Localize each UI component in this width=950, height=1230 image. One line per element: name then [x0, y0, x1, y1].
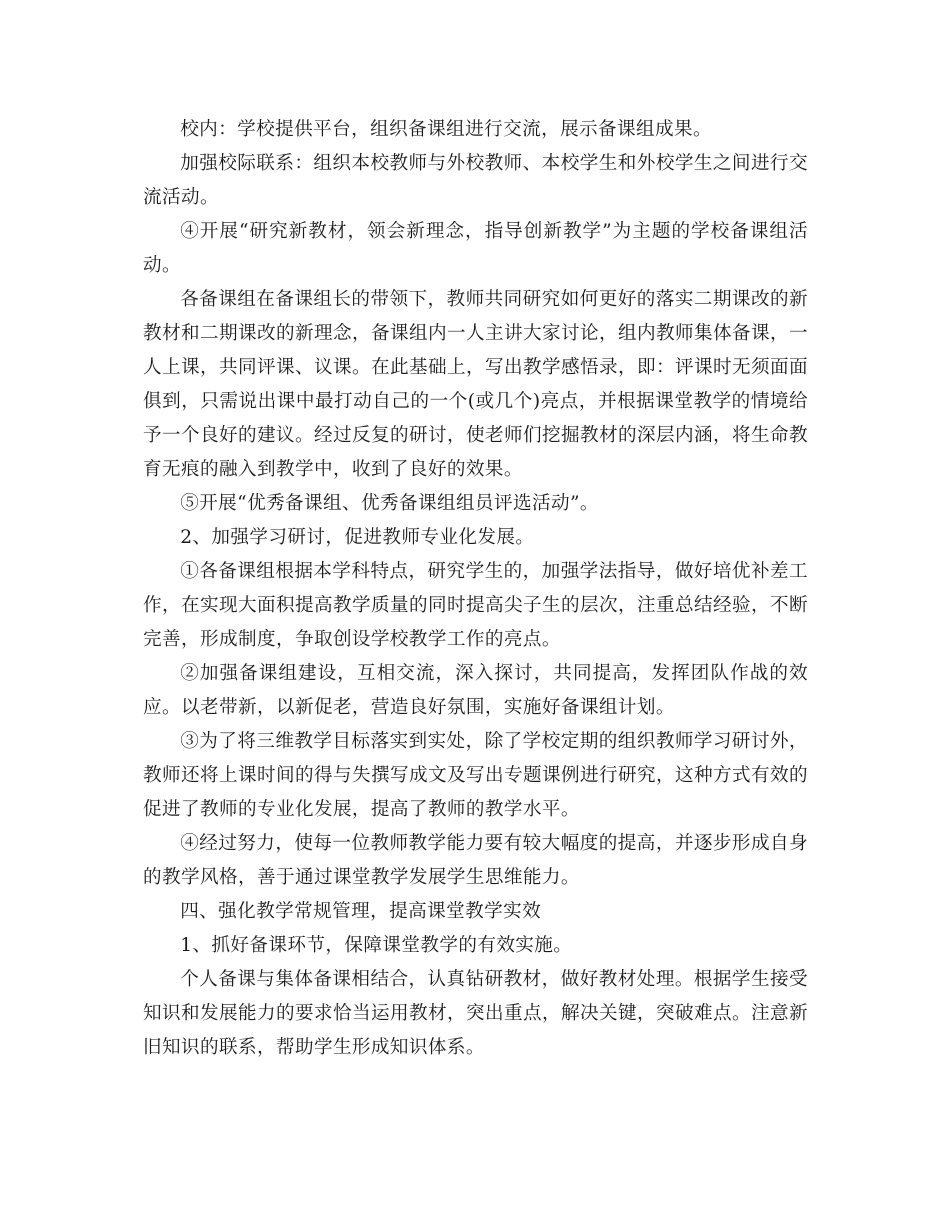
paragraph-activity-4: ④开展“研究新教材，领会新理念，指导创新教学”为主题的学校备课组活动。	[143, 221, 808, 276]
paragraph-item-4: ④经过努力，使每一位教师教学能力要有较大幅度的提高，并逐步形成自身的教学风格，善于通过课堂教学发展学生思维能力。	[143, 833, 808, 888]
paragraph-item-3: ③为了将三维教学目标落实到实处，除了学校定期的组织教师学习研讨外，教师还将上课时间的得与失撰写成文及写出专题课例进行研究，这种方式有效的促进了教师的专业化发展，提高了教师的教学水平。	[143, 731, 808, 820]
subsection-heading-1: 1、抓好备课环节，保障课堂教学的有效实施。	[180, 935, 573, 956]
paragraph-inter-school-exchange: 加强校际联系：组织本校教师与外校教师、本校学生和外校学生之间进行交流活动。	[143, 153, 808, 208]
paragraph-item-1: ①各备课组根据本学科特点，研究学生的，加强学法指导，做好培优补差工作，在实现大面积提高教学质量的同时提高尖子生的层次，注重总结经验，不断完善，形成制度，争取创设学校教学工作的亮点。	[143, 561, 808, 650]
document-body	[143, 113, 808, 1065]
paragraph-activity-5: ⑤开展“优秀备课组、优秀备课组组员评选活动”。	[180, 493, 599, 514]
paragraph-school-platform: 校内：学校提供平台，组织备课组进行交流，展示备课组成果。	[180, 119, 713, 140]
paragraph-personal-group-prep: 个人备课与集体备课相结合，认真钻研教材，做好教材处理。根据学生接受知识和发展能力的要求恰当运用教材，突出重点，解决关键，突破难点。注意新旧知识的联系，帮助学生形成知识体系。	[143, 969, 808, 1058]
paragraph-item-2: ②加强备课组建设，互相交流，深入探讨，共同提高，发挥团队作战的效应。以老带新，以新促老，营造良好氛围，实施好备课组计划。	[143, 663, 808, 718]
section-heading-4: 四、强化教学常规管理，提高课堂教学实效	[180, 901, 542, 922]
paragraph-group-lesson-prep: 各备课组在备课组长的带领下，教师共同研究如何更好的落实二期课改的新教材和二期课改的新理念，备课组内一人主讲大家讨论，组内教师集体备课，一人上课，共同评课、议课。在此基础上，写出教学感悟录，即：评课时无须面面俱到，只需说出课中最打动自己的一个(或几个)亮点，并根据课堂教学的情境给予一个良好的建议。经过反复的研讨，使老师们挖掘教材的深层内涵，将生命教育无痕的融入到教学中，收到了良好的效果。	[143, 289, 808, 480]
section-heading-2: 2、加强学习研讨，促进教师专业化发展。	[180, 527, 535, 548]
